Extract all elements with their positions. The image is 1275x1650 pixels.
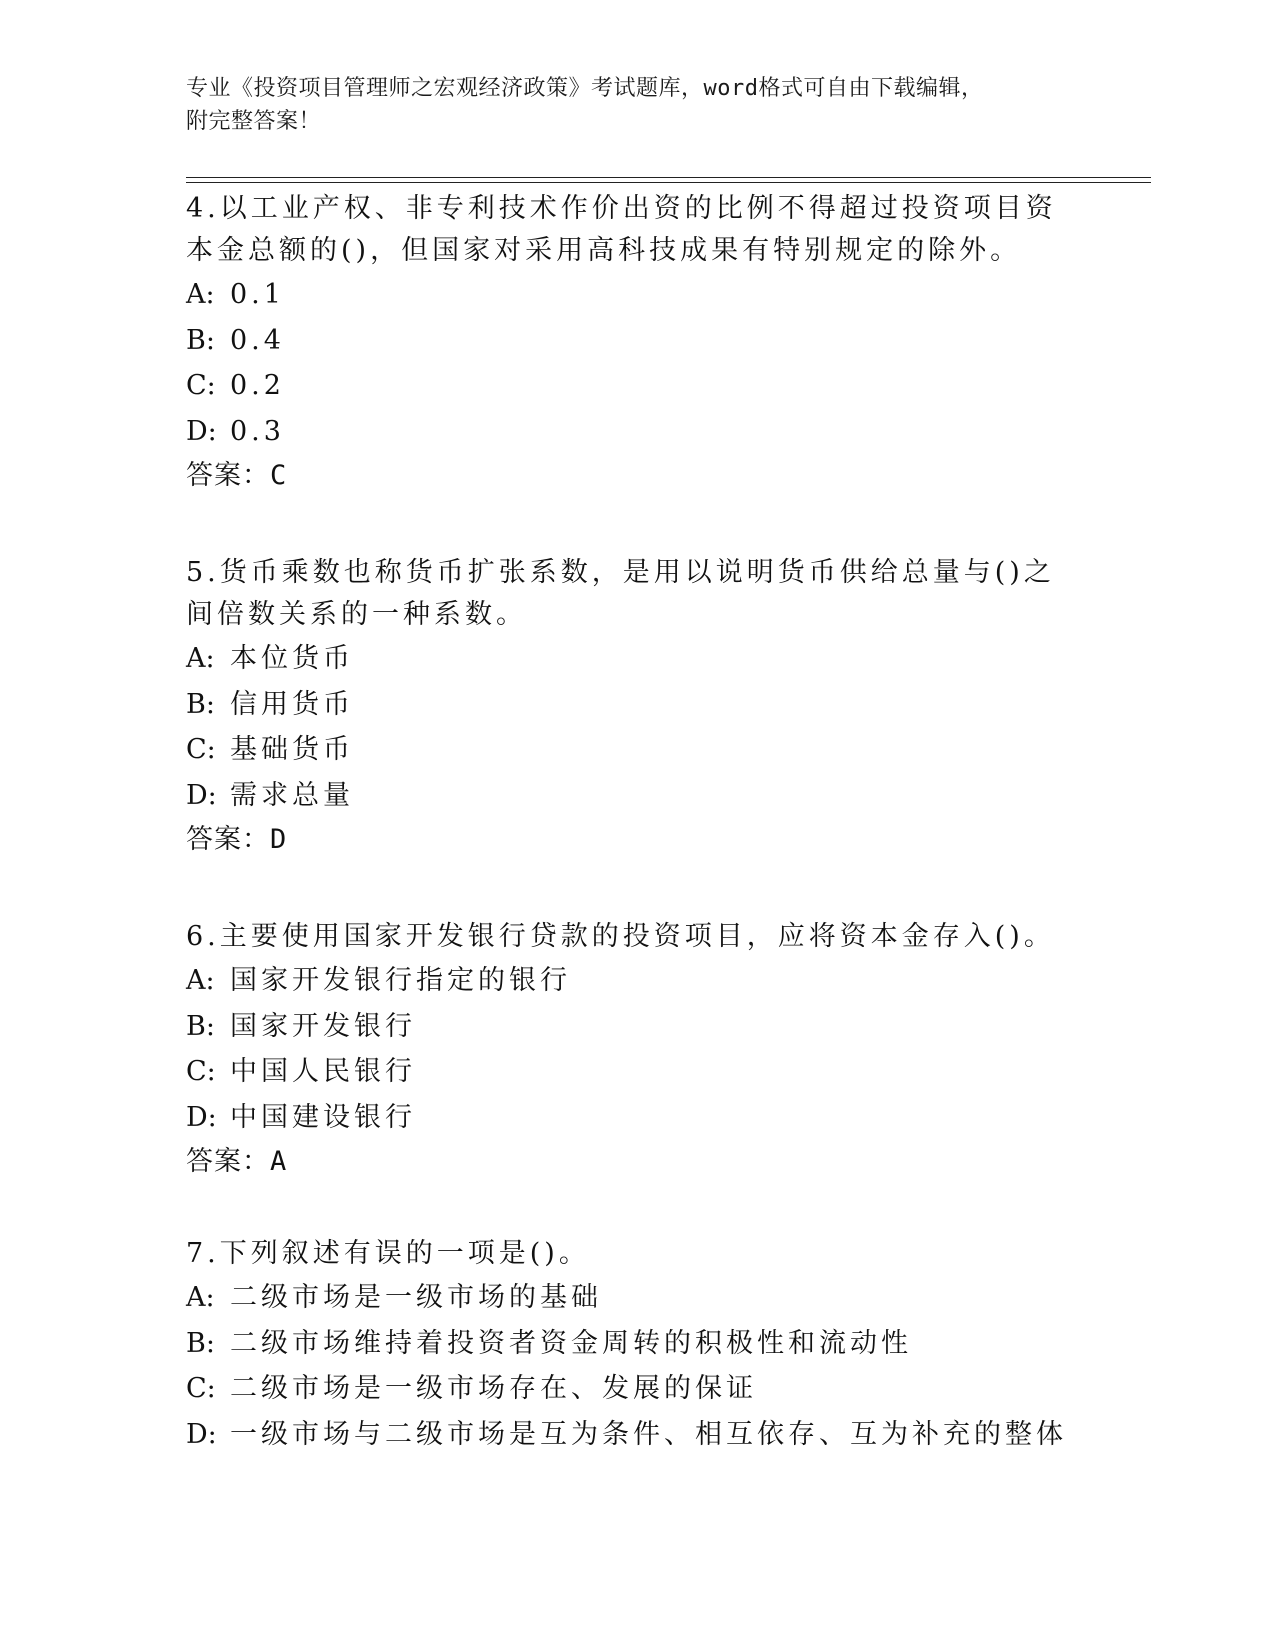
option-label: B: bbox=[186, 1010, 215, 1042]
answer-value: C bbox=[270, 460, 287, 491]
option-d bbox=[186, 773, 1066, 819]
option-label: D: bbox=[186, 415, 217, 447]
header-line-1: 专业《投资项目管理师之宏观经济政策》考试题库，word格式可自由下载编辑， bbox=[186, 76, 984, 101]
answer-value: A bbox=[270, 1146, 287, 1177]
option-label: C: bbox=[186, 370, 216, 401]
option-c bbox=[186, 1366, 1066, 1412]
option-text: 中国人民银行 bbox=[230, 1056, 416, 1087]
option-c bbox=[186, 727, 1066, 773]
option-text: 国家开发银行 bbox=[230, 1010, 416, 1042]
option-d bbox=[186, 1095, 1066, 1141]
option-b bbox=[186, 318, 1066, 364]
option-text: 基础货币 bbox=[230, 734, 354, 765]
question-stem: 4.以工业产权、非专利技术作价出资的比例不得超过投资项目资本金总额的()，但国家对采用高科技成果有特别规定的除外。 bbox=[186, 193, 1057, 266]
option-d bbox=[186, 1412, 1066, 1458]
option-label: D: bbox=[186, 1101, 217, 1133]
option-a bbox=[186, 1275, 1066, 1321]
option-label: D: bbox=[186, 779, 217, 811]
option-a bbox=[186, 636, 1066, 682]
answer-value: D bbox=[270, 824, 287, 855]
option-label: B: bbox=[186, 324, 215, 356]
question-stem: 7.下列叙述有误的一项是()。 bbox=[186, 1238, 590, 1269]
option-text: 二级市场是一级市场的基础 bbox=[230, 1282, 602, 1313]
option-a bbox=[186, 272, 1066, 318]
option-text: 需求总量 bbox=[230, 779, 354, 811]
option-text: 中国建设银行 bbox=[230, 1101, 416, 1133]
option-text: 信用货币 bbox=[230, 688, 354, 720]
option-text: 0.1 bbox=[230, 279, 285, 310]
question-7 bbox=[186, 1233, 1066, 1457]
answer-label: 答案： bbox=[186, 460, 270, 491]
question-6 bbox=[186, 916, 1066, 1184]
option-label: A: bbox=[186, 965, 215, 996]
option-label: B: bbox=[186, 688, 215, 720]
answer-label: 答案： bbox=[186, 824, 270, 855]
option-text: 本位货币 bbox=[230, 643, 354, 674]
document-header bbox=[186, 72, 1086, 138]
question-4 bbox=[186, 188, 1066, 498]
option-label: D: bbox=[186, 1418, 217, 1450]
option-c bbox=[186, 1049, 1066, 1095]
option-text: 二级市场维持着投资者资金周转的积极性和流动性 bbox=[230, 1327, 912, 1359]
option-label: C: bbox=[186, 1056, 216, 1087]
option-label: A: bbox=[186, 1282, 215, 1313]
question-stem: 5.货币乘数也称货币扩张系数，是用以说明货币供给总量与()之间倍数关系的一种系数。 bbox=[186, 557, 1055, 630]
answer-line bbox=[186, 1140, 1066, 1184]
option-label: C: bbox=[186, 1373, 216, 1404]
option-b bbox=[186, 1321, 1066, 1367]
header-divider-bottom bbox=[186, 182, 1151, 183]
answer-line bbox=[186, 454, 1066, 498]
answer-label: 答案： bbox=[186, 1146, 270, 1177]
header-line-2: 附完整答案！ bbox=[186, 109, 322, 134]
option-label: B: bbox=[186, 1327, 215, 1359]
option-b bbox=[186, 682, 1066, 728]
option-text: 一级市场与二级市场是互为条件、相互依存、互为补充的整体 bbox=[230, 1418, 1067, 1450]
option-a bbox=[186, 958, 1066, 1004]
option-c bbox=[186, 363, 1066, 409]
option-text: 二级市场是一级市场存在、发展的保证 bbox=[230, 1373, 757, 1404]
answer-line bbox=[186, 818, 1066, 862]
option-text: 0.2 bbox=[230, 370, 285, 401]
question-5 bbox=[186, 552, 1066, 862]
option-label: A: bbox=[186, 279, 215, 310]
option-text: 0.4 bbox=[230, 324, 285, 356]
option-label: A: bbox=[186, 643, 215, 674]
option-text: 国家开发银行指定的银行 bbox=[230, 965, 571, 996]
option-b bbox=[186, 1004, 1066, 1050]
header-divider-top bbox=[186, 177, 1151, 178]
question-stem: 6.主要使用国家开发银行贷款的投资项目，应将资本金存入()。 bbox=[186, 921, 1055, 952]
option-d bbox=[186, 409, 1066, 455]
option-label: C: bbox=[186, 734, 216, 765]
option-text: 0.3 bbox=[230, 415, 285, 447]
